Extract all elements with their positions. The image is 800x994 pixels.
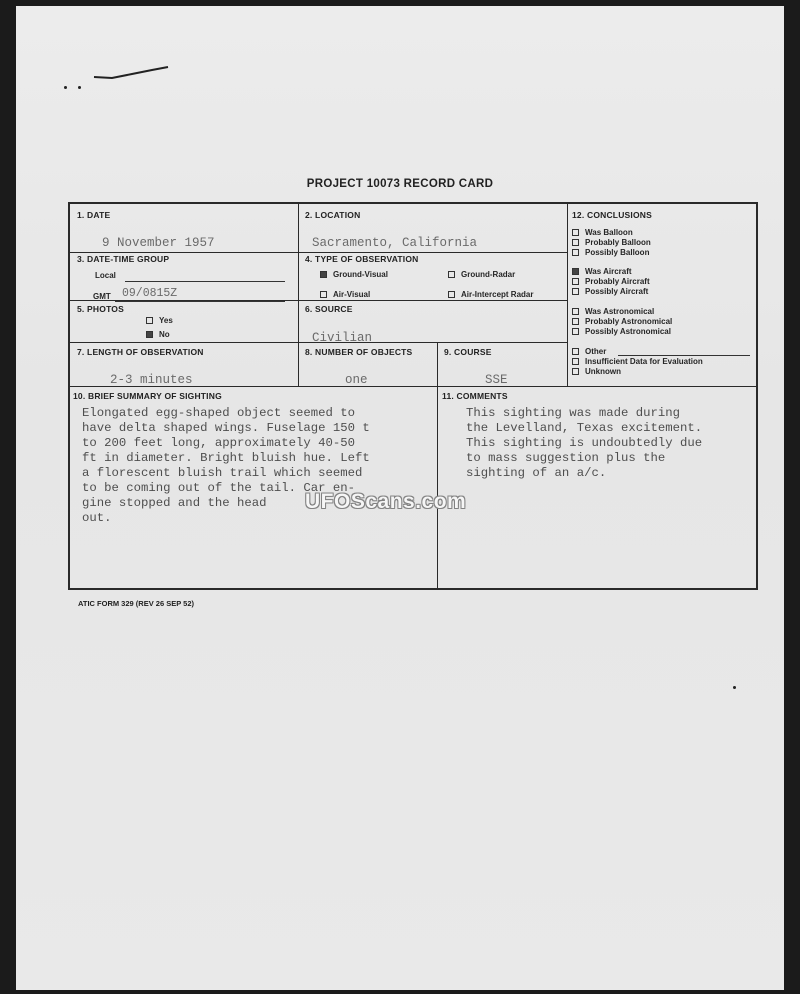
pen-mark xyxy=(92,64,170,82)
dtg-label: 3. DATE-TIME GROUP xyxy=(77,254,170,264)
conclusion-possibly-aircraft[interactable]: Possibly Aircraft xyxy=(572,287,648,296)
checkbox xyxy=(572,318,579,325)
option-air-visual[interactable]: Air-Visual xyxy=(320,290,370,299)
location-value: Sacramento, California xyxy=(312,236,478,250)
source-label: 6. SOURCE xyxy=(305,304,353,314)
option-air-intercept-radar[interactable]: Air-Intercept Radar xyxy=(448,290,533,299)
checkbox xyxy=(572,368,579,375)
num-objects-label: 8. NUMBER OF OBJECTS xyxy=(305,347,413,357)
watermark: UFOScans.com xyxy=(305,490,467,513)
speck xyxy=(78,86,81,89)
checkbox xyxy=(572,288,579,295)
checkbox xyxy=(572,308,579,315)
conclusion-probably-astronomical[interactable]: Probably Astronomical xyxy=(572,317,672,326)
comments-label: 11. COMMENTS xyxy=(442,391,508,401)
summary-line: a florescent bluish trail which seemed xyxy=(82,466,363,480)
checked-box xyxy=(146,331,153,338)
checkbox xyxy=(572,358,579,365)
conclusion-probably-balloon[interactable]: Probably Balloon xyxy=(572,238,651,247)
record-card xyxy=(68,202,758,590)
photos-no[interactable]: No xyxy=(146,330,170,339)
checkbox xyxy=(320,291,327,298)
conclusion-possibly-astronomical[interactable]: Possibly Astronomical xyxy=(572,327,671,336)
checkbox xyxy=(146,317,153,324)
conclusion-possibly-balloon[interactable]: Possibly Balloon xyxy=(572,248,649,257)
comments-line: to mass suggestion plus the xyxy=(466,451,666,465)
num-objects-value: one xyxy=(345,373,368,387)
checkbox xyxy=(572,328,579,335)
course-label: 9. COURSE xyxy=(444,347,492,357)
observation-type-label: 4. TYPE OF OBSERVATION xyxy=(305,254,419,264)
checked-box xyxy=(572,268,579,275)
summary-line: have delta shaped wings. Fuselage 150 t xyxy=(82,421,370,435)
conclusion-unknown[interactable]: Unknown xyxy=(572,367,621,376)
conclusion-insufficient-data[interactable]: Insufficient Data for Evaluation xyxy=(572,357,703,366)
summary-line: Elongated egg-shaped object seemed to xyxy=(82,406,356,420)
length-label: 7. LENGTH OF OBSERVATION xyxy=(77,347,204,357)
checked-box xyxy=(320,271,327,278)
summary-line: to be coming out of the tail. Car en- xyxy=(82,481,356,495)
summary-label: 10. BRIEF SUMMARY OF SIGHTING xyxy=(73,391,222,401)
speck xyxy=(733,686,736,689)
checkbox xyxy=(572,239,579,246)
location-label: 2. LOCATION xyxy=(305,210,361,220)
comments-text xyxy=(466,406,702,481)
gmt-value: 09/0815Z xyxy=(122,287,178,300)
card-title: PROJECT 10073 RECORD CARD xyxy=(306,178,494,190)
source-value: Civilian xyxy=(312,331,373,345)
summary-line: to 200 feet long, approximately 40-50 xyxy=(82,436,356,450)
speck xyxy=(64,86,67,89)
checkbox xyxy=(572,249,579,256)
checkbox xyxy=(572,278,579,285)
comments-line: This sighting was made during xyxy=(466,406,681,420)
conclusion-other[interactable]: Other xyxy=(572,347,606,356)
checkbox xyxy=(448,271,455,278)
form-id: ATIC FORM 329 (REV 26 SEP 52) xyxy=(78,599,195,608)
comments-line: the Levelland, Texas excitement. xyxy=(466,421,703,435)
photos-label: 5. PHOTOS xyxy=(77,304,124,314)
conclusion-was-astronomical[interactable]: Was Astronomical xyxy=(572,307,654,316)
conclusions-label: 12. CONCLUSIONS xyxy=(572,210,652,220)
date-label: 1. DATE xyxy=(77,210,111,220)
conclusion-was-balloon[interactable]: Was Balloon xyxy=(572,228,633,237)
course-value: SSE xyxy=(485,373,508,387)
gmt-label: GMT xyxy=(93,292,111,301)
date-value: 9 November 1957 xyxy=(102,236,215,250)
checkbox xyxy=(572,348,579,355)
summary-line: out. xyxy=(82,511,112,525)
summary-line: gine stopped and the head xyxy=(82,496,267,510)
option-ground-radar[interactable]: Ground-Radar xyxy=(448,270,515,279)
checkbox xyxy=(448,291,455,298)
comments-line: sighting of an a/c. xyxy=(466,466,607,480)
summary-line: ft in diameter. Bright bluish hue. Left xyxy=(82,451,370,465)
conclusion-was-aircraft[interactable]: Was Aircraft xyxy=(572,267,632,276)
option-ground-visual[interactable]: Ground-Visual xyxy=(320,270,388,279)
checkbox xyxy=(572,229,579,236)
comments-line: This sighting is undoubtedly due xyxy=(466,436,703,450)
conclusion-probably-aircraft[interactable]: Probably Aircraft xyxy=(572,277,650,286)
photos-yes[interactable]: Yes xyxy=(146,316,173,325)
local-label: Local xyxy=(95,271,116,280)
length-value: 2-3 minutes xyxy=(110,373,193,387)
